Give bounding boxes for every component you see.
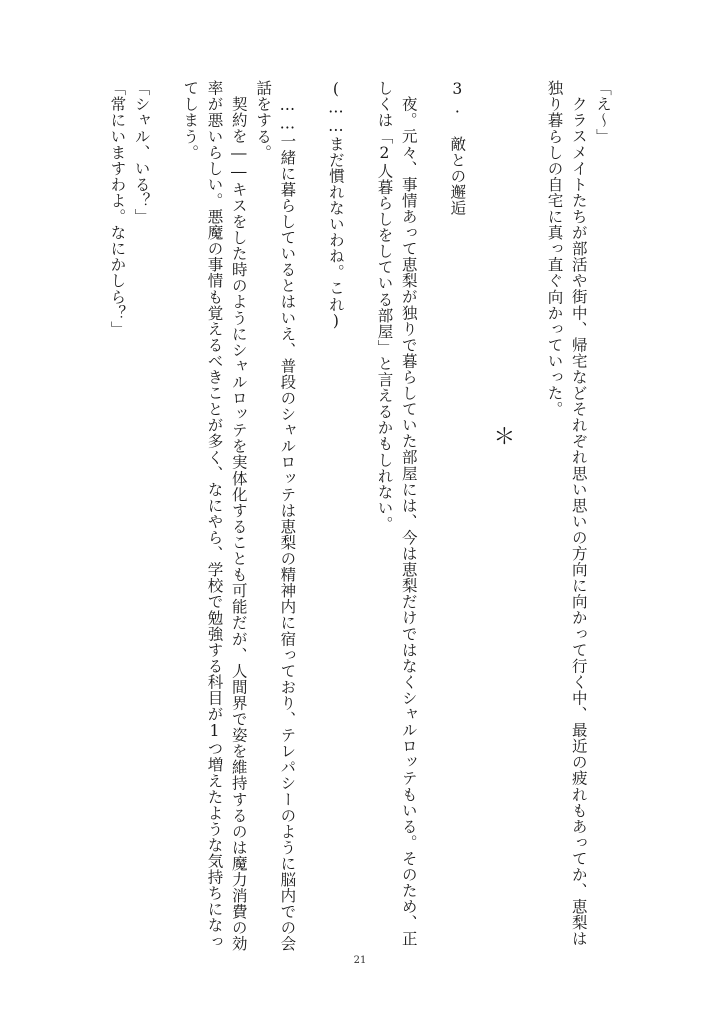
blank-line (343, 70, 367, 950)
text-line-2: クラスメイトたちが部活や街中、帰宅などそれぞれ思い思いの方向に向かって行く中、最近の疲れもあってか、恵梨は (569, 96, 588, 947)
text-line-17: 率が悪いらしい。悪魔の事情も覚えるべきことが多く、なにやら、学校で勉強する科目が1つ増えたような気持ちになっ (205, 80, 224, 950)
blank-line (294, 70, 318, 950)
text-line-20: 「シャル、いる？」 (132, 80, 151, 225)
text-line-9: 夜。元々、事情あって恵梨が独りで暮らしていた部屋には、今は恵梨だけではなくシャルロッテもいる。そのため、正 (399, 96, 418, 947)
text-line-16: 契約を――キスをした時のようにシャルロッテを実体化することも可能だが、人間界で姿を維持するのは魔力消費の効 (229, 96, 248, 952)
text-line-3: 独り暮らしの自宅に真っ直ぐ向かっていった。 (545, 80, 564, 418)
vertical-text-body (100, 70, 610, 950)
text-line-14: ……一緒に暮らしているとはいえ、普段のシャルロッテは恵梨の精神内に宿っており、テレパシーのように脳内での会 (278, 96, 297, 952)
blank-line (513, 70, 537, 950)
blank-line (464, 70, 488, 950)
section-divider-star: ＊ (489, 425, 515, 448)
blank-line (416, 70, 440, 950)
blank-line (149, 70, 173, 950)
text-line-15: 話をする。 (254, 80, 273, 161)
text-line-10: しくは「2人暮らしをしている部屋」と言えるかもしれない。 (375, 80, 394, 532)
section-heading: 3. 敵との邂逅 (448, 80, 467, 216)
page-number: 21 (353, 955, 367, 966)
text-line-21: 「常にいますわよ。なにかしら？」 (108, 80, 127, 337)
text-line-18: てしまう。 (181, 80, 200, 161)
text-line-1: 「え〜」 (594, 80, 612, 145)
text-line-12: (……まだ慣れないわね。これ) (326, 80, 345, 331)
